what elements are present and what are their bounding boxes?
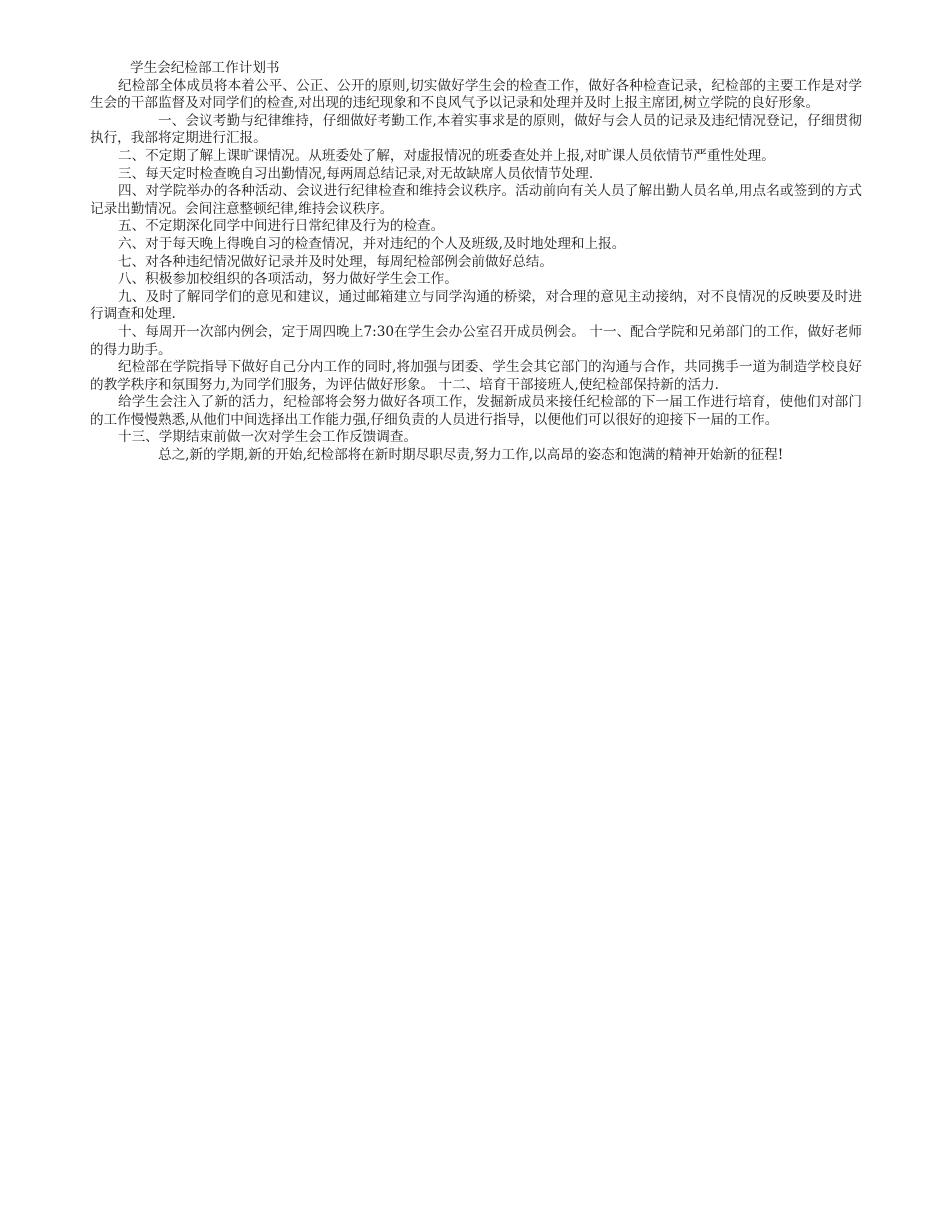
paragraph-item-7: 七、对各种违纪情况做好记录并及时处理，每周纪检部例会前做好总结。 bbox=[118, 253, 553, 270]
paragraph-item-2: 二、不定期了解上课旷课情况。从班委处了解，对虚报情况的班委查处并上报,对旷课人员依情节严重性处理。 bbox=[118, 147, 775, 164]
paragraph-item-9: 九、及时了解同学们的意见和建议，通过邮箱建立与同学沟通的桥梁，对合理的意见主动接纳，对不良情况的反映要及时进行调查和处理. bbox=[90, 288, 862, 323]
document-page bbox=[90, 60, 862, 465]
paragraph-item-10-11: 十、每周开一次部内例会，定于周四晚上7:30在学生会办公室召开成员例会。 十一、配合学院和兄弟部门的工作，做好老师的得力助手。 bbox=[90, 323, 862, 358]
paragraph-item-6: 六、对于每天晚上得晚自习的检查情况，并对违纪的个人及班级,及时地处理和上报。 bbox=[118, 235, 626, 252]
paragraph-item-4: 四、对学院举办的各种活动、会议进行纪律检查和维持会议秩序。活动前向有关人员了解出勤人员名单,用点名或签到的方式记录出勤情况。会间注意整顿纪律,维持会议秩序。 bbox=[90, 183, 862, 217]
paragraph-conclusion: 总之,新的学期,新的开始,纪检部将在新时期尽职尽责,努力工作,以高昂的姿态和饱满的精神开始新的征程! bbox=[158, 447, 784, 464]
paragraph-cooperation-item-12: 纪检部在学院指导下做好自己分内工作的同时,将加强与团委、学生会其它部门的沟通与合作，共同携手一道为制造学校良好的教学秩序和氛围努力,为同学们服务，为评估做好形象。 十二、培育干部接班人,使纪检部保持新的活力. bbox=[90, 359, 862, 393]
document-title: 学生会纪检部工作计划书 bbox=[130, 60, 280, 76]
paragraph-new-members: 给学生会注入了新的活力，纪检部将会努力做好各项工作，发掘新成员来接任纪检部的下一届工作进行培育，使他们对部门的工作慢慢熟悉,从他们中间选择出工作能力强,仔细负责的人员进行指导，以便他们可以很好的迎接下一届的工作。 bbox=[90, 394, 862, 428]
paragraph-item-1: 一、会议考勤与纪律维持，仔细做好考勤工作,本着实事求是的原则，做好与会人员的记录及违纪情况登记，仔细贯彻执行，我部将定期进行汇报。 bbox=[90, 112, 862, 147]
paragraph-item-8: 八、积极参加校组织的各项活动，努力做好学生会工作。 bbox=[118, 271, 458, 288]
paragraph-item-3: 三、每天定时检查晚自习出勤情况,每两周总结记录,对无故缺席人员依情节处理. bbox=[118, 165, 594, 182]
paragraph-intro: 纪检部全体成员将本着公平、公正、公开的原则,切实做好学生会的检查工作，做好各种检查记录，纪检部的主要工作是对学生会的干部监督及对同学们的检查,对出现的违纪现象和不良风气予以记录和处理并及时上报主席团,树立学院的良好形象。 bbox=[90, 77, 862, 112]
paragraph-item-5: 五、不定期深化同学中间进行日常纪律及行为的检查。 bbox=[118, 218, 445, 235]
paragraph-item-13: 十三、学期结束前做一次对学生会工作反馈调查。 bbox=[118, 429, 418, 446]
